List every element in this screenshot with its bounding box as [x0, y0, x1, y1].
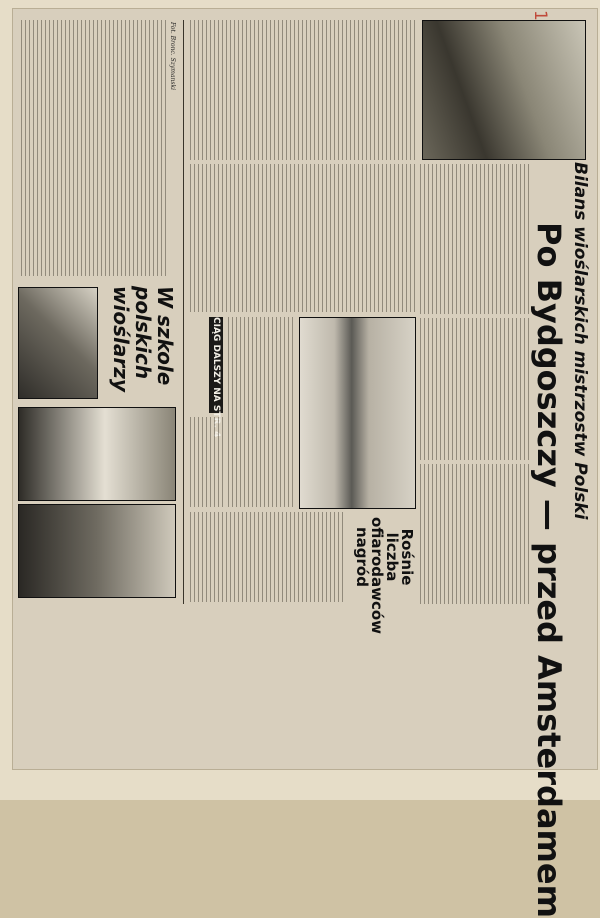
article-kicker: Bilans wioślarskich mistrzostw Polski — [570, 162, 590, 520]
sidebar-story-text — [190, 512, 346, 602]
article-intro-text — [420, 164, 530, 314]
sidebar-headline: Rośnie liczba ofiarodawców nagród — [353, 517, 416, 635]
feature-title: W szkole polskich wioślarzy — [109, 286, 177, 392]
photo-rowers-training — [18, 287, 98, 399]
photo-spectators — [422, 20, 586, 160]
feature-photo-credit: Fot. Bronc. Szymanski — [169, 22, 176, 91]
section-divider — [183, 20, 184, 604]
article-body-text-3 — [190, 20, 416, 160]
article-body-text-2 — [420, 464, 530, 604]
article-body-text-5 — [190, 417, 224, 507]
article-body-text-1 — [420, 318, 530, 460]
photo-group-portrait — [18, 407, 176, 501]
article-body-text-4 — [190, 164, 416, 312]
rotated-article — [16, 12, 596, 918]
photo-rowing-race — [299, 317, 416, 509]
continuation-box: CIĄG DALSZY NA STR. 4 — [211, 317, 221, 438]
feature-body-text — [21, 20, 166, 276]
photo-students — [18, 504, 176, 598]
article-headline: Po Bydgoszczy — przed Amsterdamem — [530, 222, 568, 918]
photo-caption-text — [228, 317, 296, 507]
